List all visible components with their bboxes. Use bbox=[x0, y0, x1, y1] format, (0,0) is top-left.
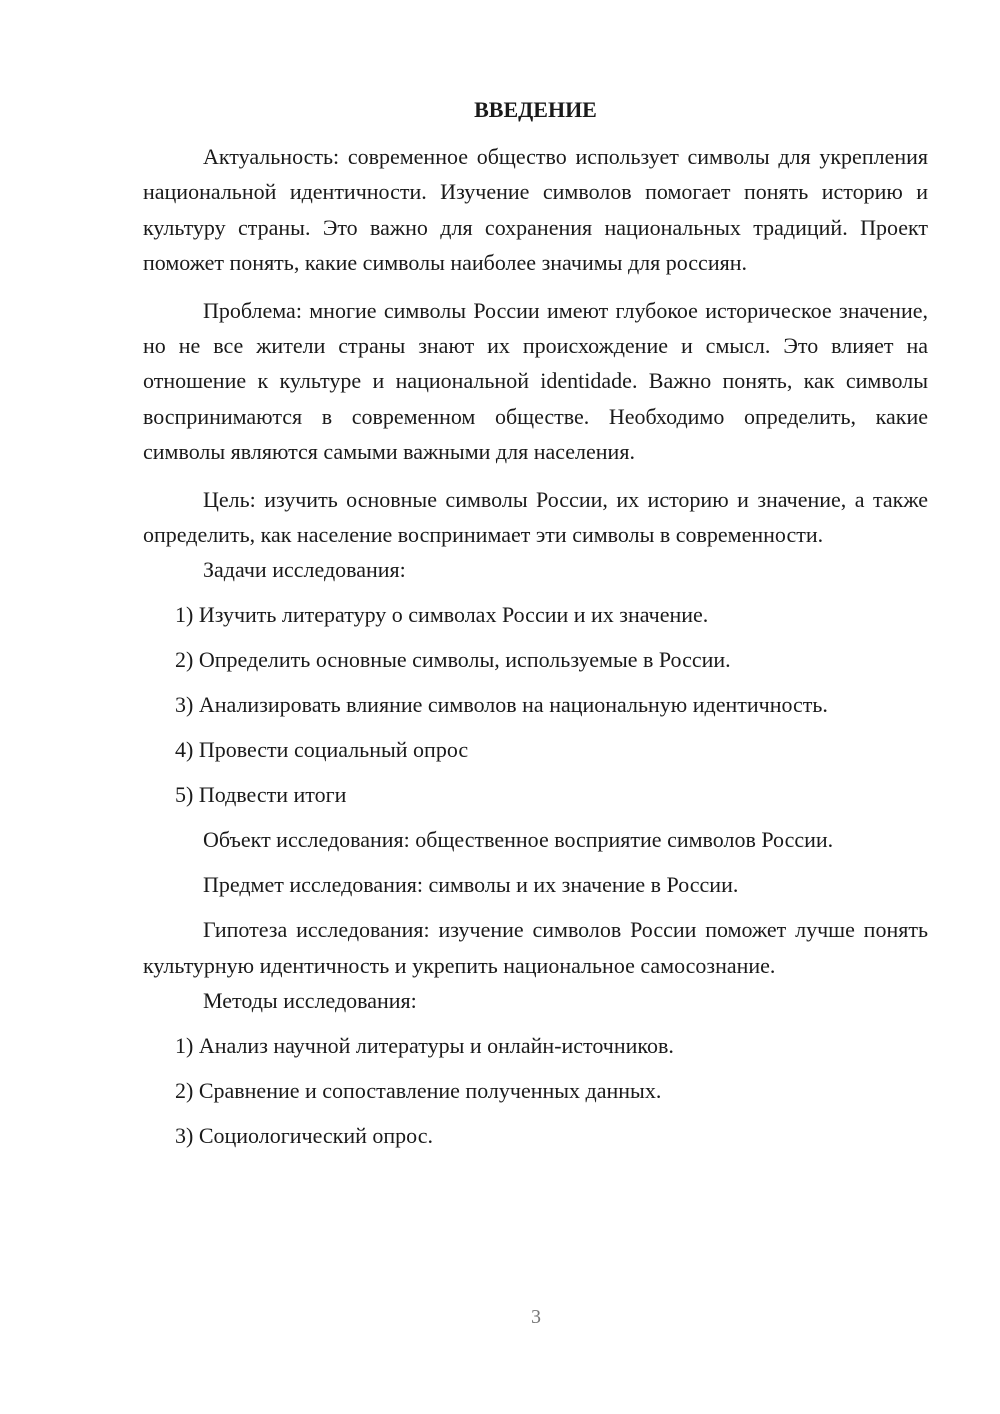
list-item: 2) Сравнение и сопоставление полученных данных. bbox=[175, 1078, 662, 1104]
list-item: 3) Анализировать влияние символов на национальную идентичность. bbox=[175, 692, 828, 718]
page-number: 3 bbox=[531, 1306, 541, 1328]
tasks-list bbox=[143, 597, 928, 812]
object-line: Объект исследования: общественное восприятие символов России. bbox=[203, 827, 834, 853]
list-item: 1) Анализ научной литературы и онлайн-источников. bbox=[175, 1033, 674, 1059]
section-title: ВВЕДЕНИЕ bbox=[474, 97, 597, 122]
list-item: 5) Подвести итоги bbox=[175, 782, 347, 808]
hypothesis-paragraph: Гипотеза исследования: изучение символов России поможет лучше понять культурную идентичность и укрепить национальное самосознание. bbox=[143, 917, 928, 978]
problem-paragraph: Проблема: многие символы России имеют глубокое историческое значение, но не все жители страны знают их происхождение и смысл. Это влияет на отношение к культуре и национальной identidade. Важно понять, как символы воспринимаются в современном обществе. Необходимо определить, какие символы являются самыми важными для населения. bbox=[143, 297, 928, 465]
subject-line: Предмет исследования: символы и их значение в России. bbox=[203, 872, 739, 898]
document-page bbox=[143, 92, 928, 1153]
list-item: 4) Провести социальный опрос bbox=[175, 737, 469, 763]
methods-heading: Методы исследования: bbox=[203, 988, 417, 1014]
relevance-paragraph: Актуальность: современное общество использует символы для укрепления национальной идентичности. Изучение символов помогает понять историю и культуру страны. Это важно для сохранения национальных традиций. Проект поможет понять, какие символы наиболее значимы для россиян. bbox=[143, 144, 928, 276]
goal-paragraph: Цель: изучить основные символы России, их историю и значение, а также определить, как население воспринимает эти символы в современности. bbox=[143, 486, 928, 548]
methods-list bbox=[143, 1028, 928, 1153]
list-item: 3) Социологический опрос. bbox=[175, 1123, 433, 1149]
list-item: 1) Изучить литературу о символах России и их значение. bbox=[175, 602, 709, 628]
list-item: 2) Определить основные символы, используемые в России. bbox=[175, 647, 731, 673]
tasks-heading: Задачи исследования: bbox=[203, 557, 406, 583]
